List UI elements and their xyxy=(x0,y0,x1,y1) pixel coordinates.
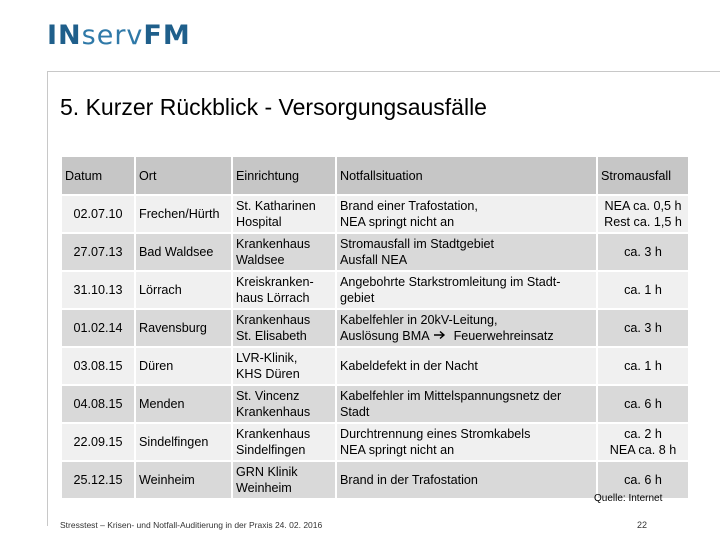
cell-einrichtung xyxy=(232,271,336,309)
cell-line: Krankenhaus xyxy=(236,405,311,419)
cell-datum: 25.12.15 xyxy=(61,461,135,499)
cell-line: Durchtrennung eines Stromkabels xyxy=(340,427,531,441)
cell-line: ca. 6 h xyxy=(624,473,662,487)
cell-line: Sindelfingen xyxy=(236,443,306,457)
page-number: 22 xyxy=(637,520,648,530)
cell-datum: 03.08.15 xyxy=(61,347,135,385)
cell-line: KHS Düren xyxy=(236,367,300,381)
cell-notfall xyxy=(336,195,597,233)
cell-einrichtung xyxy=(232,461,336,499)
cell-ort: Menden xyxy=(135,385,232,423)
cell-line: ca. 6 h xyxy=(624,397,662,411)
cell-stromausfall xyxy=(597,309,689,347)
cell-line: NEA springt nicht an xyxy=(340,215,455,229)
cell-line: Hospital xyxy=(236,215,282,229)
cell-notfall xyxy=(336,347,597,385)
cell-line: St. Elisabeth xyxy=(236,329,307,343)
cell-line: Krankenhaus xyxy=(236,313,311,327)
cell-line: ca. 3 h xyxy=(624,245,662,259)
cell-line: St. Katharinen xyxy=(236,199,316,213)
cell-ort: Frechen/Hürth xyxy=(135,195,232,233)
cell-einrichtung xyxy=(232,347,336,385)
cell-line: haus Lörrach xyxy=(236,291,310,305)
source-note: Quelle: Internet xyxy=(594,493,663,504)
inservfm-logo xyxy=(47,22,191,49)
cell-notfall xyxy=(336,233,597,271)
cell-einrichtung xyxy=(232,423,336,461)
cell-ort: Ravensburg xyxy=(135,309,232,347)
cell-datum: 01.02.14 xyxy=(61,309,135,347)
cell-datum: 31.10.13 xyxy=(61,271,135,309)
logo-in: IN xyxy=(47,20,82,51)
cell-line: GRN Klinik xyxy=(236,465,298,479)
cell-line: Stromausfall im Stadtgebiet xyxy=(340,237,494,251)
table-header-row xyxy=(61,156,689,195)
cell-stromausfall xyxy=(597,385,689,423)
header-stromausfall: Stromausfall xyxy=(597,156,689,195)
cell-einrichtung xyxy=(232,385,336,423)
logo-serv: serv xyxy=(81,20,144,51)
cell-stromausfall xyxy=(597,423,689,461)
cell-notfall xyxy=(336,423,597,461)
cell-datum: 27.07.13 xyxy=(61,233,135,271)
table-row xyxy=(61,347,689,385)
table-row xyxy=(61,385,689,423)
cell-ort: Lörrach xyxy=(135,271,232,309)
cell-line: Krankenhaus xyxy=(236,427,311,441)
cell-line: Kabelfehler in 20kV-Leitung, xyxy=(340,313,498,327)
cell-line: Krankenhaus xyxy=(236,237,311,251)
cell-datum: 02.07.10 xyxy=(61,195,135,233)
cell-notfall xyxy=(336,385,597,423)
header-notfallsituation: Notfallsituation xyxy=(336,156,597,195)
cell-einrichtung xyxy=(232,309,336,347)
header-divider xyxy=(47,71,720,72)
table-row xyxy=(61,423,689,461)
cell-notfall xyxy=(336,461,597,499)
cell-line: Kabeldefekt in der Nacht xyxy=(340,359,478,373)
cell-line: Kreiskranken- xyxy=(236,275,314,289)
outage-table xyxy=(60,155,690,500)
header-einrichtung: Einrichtung xyxy=(232,156,336,195)
cell-line: ca. 1 h xyxy=(624,359,662,373)
table-row xyxy=(61,309,689,347)
arrow-right-icon xyxy=(434,328,446,344)
cell-line: ca. 2 h xyxy=(624,427,662,441)
cell-datum: 22.09.15 xyxy=(61,423,135,461)
cell-line: gebiet xyxy=(340,291,375,305)
cell-stromausfall xyxy=(597,233,689,271)
cell-notfall xyxy=(336,309,597,347)
cell-stromausfall xyxy=(597,271,689,309)
table-row xyxy=(61,233,689,271)
cell-line: Stadt xyxy=(340,405,370,419)
cell-line: Ausfall NEA xyxy=(340,253,408,267)
cell-ort: Sindelfingen xyxy=(135,423,232,461)
cell-ort: Bad Waldsee xyxy=(135,233,232,271)
cell-line: LVR-Klinik, xyxy=(236,351,298,365)
footer-text: Stresstest – Krisen- und Notfall-Auditierung in der Praxis 24. 02. 2016 xyxy=(60,520,323,530)
cell-einrichtung xyxy=(232,195,336,233)
cell-line: Weinheim xyxy=(236,481,292,495)
cell-line: NEA ca. 8 h xyxy=(609,443,677,457)
cell-einrichtung xyxy=(232,233,336,271)
table-row xyxy=(61,195,689,233)
cell-line: NEA ca. 0,5 h xyxy=(604,199,682,213)
cell-stromausfall xyxy=(597,195,689,233)
cell-ort: Weinheim xyxy=(135,461,232,499)
cell-line: Brand einer Trafostation, xyxy=(340,199,478,213)
cell-stromausfall xyxy=(597,347,689,385)
cell-line: St. Vincenz xyxy=(236,389,300,403)
cell-text: Feuerwehreinsatz xyxy=(453,329,554,343)
slide-title: 5. Kurzer Rückblick - Versorgungsausfälle xyxy=(60,94,487,120)
logo-fm: FM xyxy=(143,20,191,51)
cell-line xyxy=(340,328,593,344)
header-datum: Datum xyxy=(61,156,135,195)
cell-line: Rest ca. 1,5 h xyxy=(604,215,682,229)
cell-datum: 04.08.15 xyxy=(61,385,135,423)
table-row xyxy=(61,271,689,309)
cell-line: ca. 3 h xyxy=(624,321,662,335)
cell-line: Brand in der Trafostation xyxy=(340,473,478,487)
header-ort: Ort xyxy=(135,156,232,195)
cell-ort: Düren xyxy=(135,347,232,385)
cell-line: Angebohrte Starkstromleitung im Stadt- xyxy=(340,275,561,289)
cell-text: Auslösung BMA xyxy=(340,329,430,343)
left-divider xyxy=(47,71,48,526)
cell-line: Waldsee xyxy=(236,253,285,267)
cell-line: NEA springt nicht an xyxy=(340,443,455,457)
cell-line: Kabelfehler im Mittelspannungsnetz der xyxy=(340,389,562,403)
cell-line: ca. 1 h xyxy=(624,283,662,297)
cell-notfall xyxy=(336,271,597,309)
